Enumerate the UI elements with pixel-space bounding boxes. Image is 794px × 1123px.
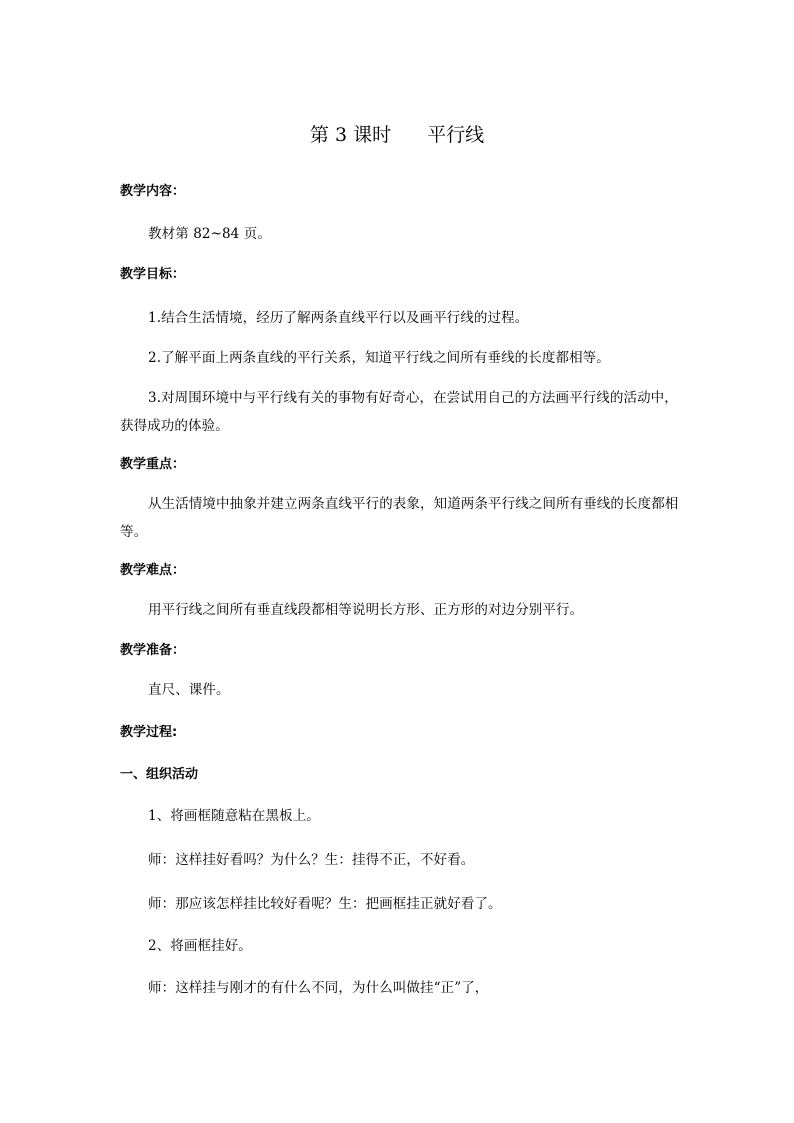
heading-teaching-preparation: 教学准备： xyxy=(120,643,186,658)
page-title xyxy=(0,122,794,148)
title-lesson-number: 第 3 课时 xyxy=(309,124,392,146)
difficulties-text: 用平行线之间所有垂直线段都相等说明长方形、正方形的对边分别平行。 xyxy=(148,602,584,618)
preparation-text: 直尺、课件。 xyxy=(148,682,230,698)
key-points-text: 从生活情境中抽象并建立两条直线平行的表象，知道两条平行线之间所有垂线的长度都相等。 xyxy=(120,496,679,540)
activity-line-5: 师：这样挂与刚才的有什么不同，为什么叫做挂“正”了， xyxy=(148,980,489,996)
objective-item-1: 1.结合生活情境，经历了解两条直线平行以及画平行线的过程。 xyxy=(148,310,529,326)
heading-teaching-difficulties: 教学难点： xyxy=(120,563,186,578)
heading-organize-activity: 一、组织活动 xyxy=(120,767,199,782)
teaching-content-text: 教材第 82~84 页。 xyxy=(148,226,271,242)
heading-teaching-objectives: 教学目标： xyxy=(120,267,186,282)
activity-line-4: 2、将画框挂好。 xyxy=(148,938,252,954)
activity-line-2: 师：这样挂好看吗？为什么？生：挂得不正，不好看。 xyxy=(148,852,475,868)
title-topic: 平行线 xyxy=(427,124,485,146)
activity-line-1: 1、将画框随意粘在黑板上。 xyxy=(148,808,320,824)
objective-item-3: 3.对周围环境中与平行线有关的事物有好奇心，在尝试用自己的方法画平行线的活动中，获得成功的体验。 xyxy=(120,390,678,434)
heading-teaching-process: 教学过程: xyxy=(120,725,178,740)
heading-teaching-key-points: 教学重点： xyxy=(120,457,186,472)
activity-line-3: 师：那应该怎样挂比较好看呢？生：把画框挂正就好看了。 xyxy=(148,896,502,912)
heading-teaching-content: 教学内容： xyxy=(120,184,186,199)
objective-item-2: 2.了解平面上两条直线的平行关系，知道平行线之间所有垂线的长度都相等。 xyxy=(148,350,610,366)
